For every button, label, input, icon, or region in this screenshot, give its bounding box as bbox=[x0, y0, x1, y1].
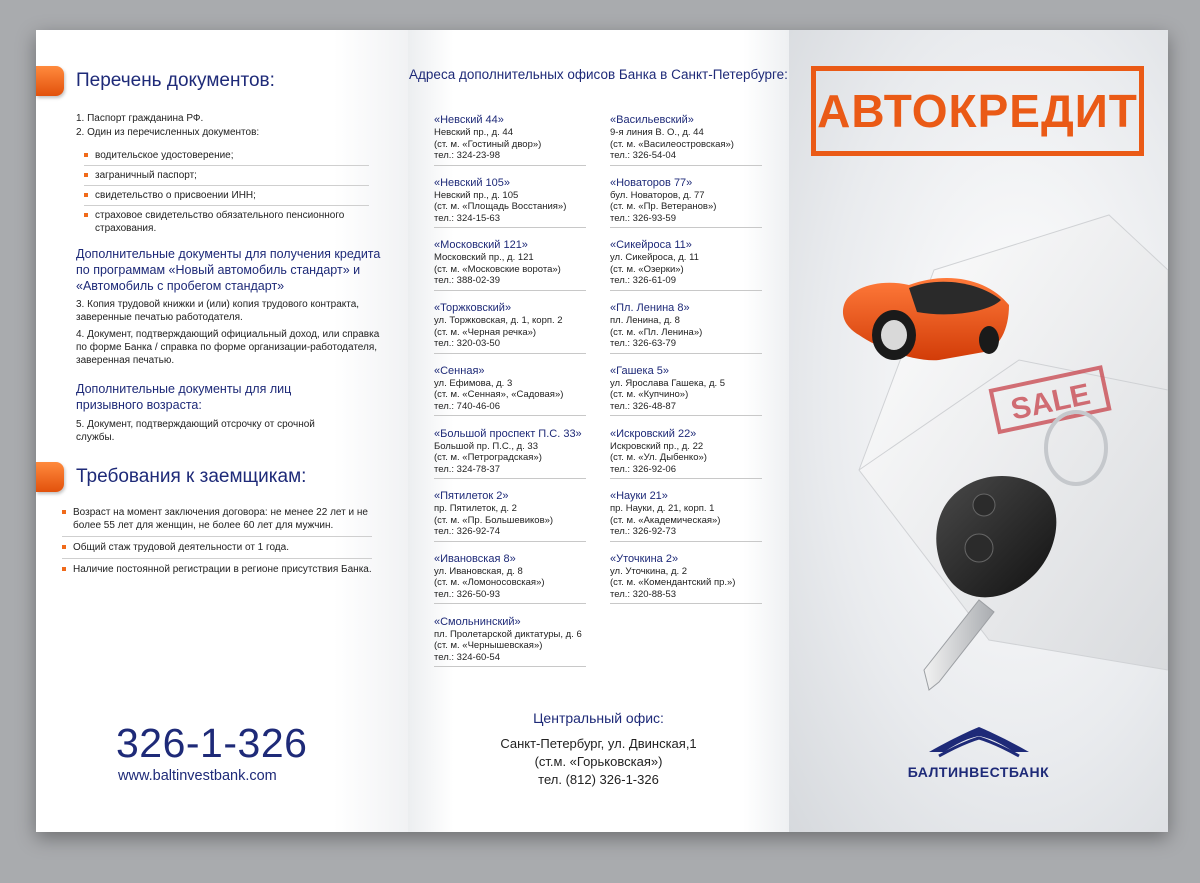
office-item bbox=[610, 553, 762, 605]
bullet-icon bbox=[62, 510, 66, 514]
office-tel: тел.: 320-88-53 bbox=[610, 588, 676, 600]
office-tel: тел.: 326-61-09 bbox=[610, 275, 676, 287]
doc-2: 2. Один из перечисленных документов: bbox=[76, 127, 260, 138]
office-metro: (ст. м. «Академическая») bbox=[610, 514, 721, 526]
office-metro: (ст. м. «Ул. Дыбенко») bbox=[610, 452, 707, 463]
office-item bbox=[434, 616, 586, 668]
office-item bbox=[434, 553, 586, 605]
office-item bbox=[434, 365, 586, 417]
car-icon bbox=[843, 278, 1009, 360]
office-metro: (ст. м. «Петроградская») bbox=[434, 452, 542, 463]
doc-5: 5. Документ, подтверждающий отсрочку от срочной службы. bbox=[76, 419, 315, 443]
office-name: «Московский 121» bbox=[434, 239, 528, 252]
office-metro: (ст. м. «Пл. Ленина») bbox=[610, 326, 703, 338]
office-item bbox=[434, 114, 586, 166]
office-addr: Искровский пр., д. 22 bbox=[610, 440, 704, 452]
office-name: «Торжковский» bbox=[434, 302, 512, 315]
office-name: «Невский 105» bbox=[434, 176, 511, 189]
headline: АВТОКРЕДИТ bbox=[817, 85, 1138, 137]
panel-documents bbox=[36, 30, 408, 832]
bullet-icon bbox=[62, 545, 66, 549]
office-tel: тел.: 324-78-37 bbox=[434, 463, 500, 475]
orange-tab-icon bbox=[36, 462, 64, 492]
office-metro: (ст. м. «Озерки») bbox=[610, 263, 684, 275]
panel-offices bbox=[408, 30, 789, 832]
office-addr: бул. Новаторов, д. 77 bbox=[610, 189, 705, 201]
office-name: «Науки 21» bbox=[610, 490, 668, 503]
docs-title: Перечень документов: bbox=[76, 70, 275, 91]
office-tel: тел.: 324-23-98 bbox=[434, 150, 500, 161]
office-item bbox=[434, 239, 586, 291]
extra-docs-title: Дополнительные документы для получения кредита по программам «Новый автомобиль стандарт» и «Автомобиль с пробегом стандарт» bbox=[76, 247, 381, 293]
office-name: «Искровский 22» bbox=[610, 427, 697, 440]
office-addr: ул. Ивановская, д. 8 bbox=[434, 565, 523, 577]
list-item: водительское удостоверение; bbox=[84, 146, 369, 165]
office-tel: тел.: 326-92-06 bbox=[610, 463, 676, 475]
office-addr: пр. Пятилеток, д. 2 bbox=[434, 503, 517, 515]
central-office-metro: (ст.м. «Горьковская») bbox=[534, 754, 663, 769]
office-name: «Гашека 5» bbox=[610, 364, 669, 377]
office-addr: пр. Науки, д. 21, корп. 1 bbox=[610, 503, 715, 515]
central-office-phone: тел. (812) 326-1-326 bbox=[538, 772, 659, 787]
office-item bbox=[610, 490, 762, 542]
list-item: Наличие постоянной регистрации в регионе присутствия Банка. bbox=[62, 558, 372, 580]
office-addr: ул. Торжковская, д. 1, корп. 2 bbox=[434, 315, 563, 327]
office-item bbox=[610, 428, 762, 480]
office-tel: тел.: 326-48-87 bbox=[610, 400, 676, 412]
office-tel: тел.: 320-03-50 bbox=[434, 338, 500, 350]
bullet-icon bbox=[84, 153, 88, 157]
office-name: «Смольнинский» bbox=[434, 615, 521, 628]
office-item bbox=[610, 177, 762, 229]
cover-illustration bbox=[789, 30, 1168, 832]
office-addr: ул. Ярослава Гашека, д. 5 bbox=[610, 377, 726, 389]
office-name: «Пятилеток 2» bbox=[434, 490, 509, 503]
bank-name: БАЛТИНВЕСТБАНК bbox=[907, 764, 1050, 780]
office-tel: тел.: 324-60-54 bbox=[434, 651, 500, 663]
docs-heading bbox=[36, 66, 275, 96]
office-name: «Пл. Ленина 8» bbox=[610, 302, 690, 315]
office-metro: (ст. м. «Пр. Ветеранов») bbox=[610, 201, 717, 213]
office-addr: Невский пр., д. 105 bbox=[434, 189, 519, 201]
req-title: Требования к заемщикам: bbox=[76, 466, 307, 487]
office-name: «Невский 44» bbox=[434, 114, 504, 126]
office-addr: ул. Уточкина, д. 2 bbox=[610, 565, 688, 577]
bullet-icon bbox=[62, 567, 66, 571]
office-metro: (ст. м. «Сенная», «Садовая») bbox=[434, 389, 564, 401]
office-metro: (ст. м. «Черная речка») bbox=[434, 326, 537, 338]
office-addr: Большой пр. П.С., д. 33 bbox=[434, 440, 538, 452]
office-name: «Уточкина 2» bbox=[610, 552, 679, 565]
office-tel: тел.: 326-92-73 bbox=[610, 526, 676, 538]
doc-bullets bbox=[84, 146, 369, 238]
brochure bbox=[36, 30, 1168, 832]
bank-logo-icon bbox=[929, 727, 1029, 756]
list-item: свидетельство о присвоении ИНН; bbox=[84, 185, 369, 205]
office-addr: ул. Сикейроса, д. 11 bbox=[610, 252, 699, 264]
office-name: «Новаторов 77» bbox=[610, 176, 693, 189]
list-item: страховое свидетельство обязательного пенсионного страхования. bbox=[84, 205, 369, 238]
office-tel: тел.: 326-92-74 bbox=[434, 526, 500, 538]
conscript-title: Дополнительные документы для лиц призывного возраста: bbox=[76, 382, 292, 412]
offices-title: Адреса дополнительных офисов Банка в Санкт-Петербурге: bbox=[409, 67, 788, 82]
office-metro: (ст. м. «Комендантский пр.») bbox=[610, 577, 736, 589]
office-item bbox=[434, 302, 586, 354]
bullet-icon bbox=[84, 213, 88, 217]
office-tel: тел.: 740-46-06 bbox=[434, 400, 500, 412]
office-item bbox=[610, 365, 762, 417]
office-item bbox=[610, 239, 762, 291]
req-heading bbox=[36, 462, 306, 492]
office-tel: тел.: 326-63-79 bbox=[610, 338, 676, 350]
office-tel: тел.: 388-02-39 bbox=[434, 275, 500, 287]
panel-cover bbox=[789, 30, 1168, 832]
list-item: Общий стаж трудовой деятельности от 1 года. bbox=[62, 536, 372, 558]
office-metro: (ст. м. «Ломоносовская») bbox=[434, 577, 545, 589]
office-tel: тел.: 326-93-59 bbox=[610, 212, 676, 224]
office-addr: Невский пр., д. 44 bbox=[434, 127, 513, 138]
office-name: «Сикейроса 11» bbox=[610, 239, 692, 252]
central-office-address: Санкт-Петербург, ул. Двинская,1 bbox=[500, 736, 697, 751]
office-addr: ул. Ефимова, д. 3 bbox=[434, 377, 513, 389]
office-item bbox=[610, 302, 762, 354]
office-tel: тел.: 326-54-04 bbox=[610, 150, 676, 161]
office-metro: (ст. м. «Пр. Большевиков») bbox=[434, 514, 554, 526]
office-metro: (ст. м. «Чернышевская») bbox=[434, 640, 543, 652]
office-addr: Московский пр., д. 121 bbox=[434, 252, 534, 264]
orange-tab-icon bbox=[36, 66, 64, 96]
doc-1: 1. Паспорт гражданина РФ. bbox=[76, 113, 204, 124]
office-addr: пл. Ленина, д. 8 bbox=[610, 315, 680, 327]
website-link[interactable]: www.baltinvestbank.com bbox=[118, 768, 277, 784]
list-item: Возраст на момент заключения договора: не менее 22 лет и не более 55 лет для женщин, не более 60 лет для мужчин. bbox=[62, 502, 372, 536]
office-metro: (ст. м. «Купчино») bbox=[610, 389, 689, 401]
office-item bbox=[610, 114, 762, 166]
office-tel: тел.: 324-15-63 bbox=[434, 212, 500, 224]
office-metro: (ст. м. «Гостиный двор») bbox=[434, 138, 542, 150]
bullet-icon bbox=[84, 193, 88, 197]
office-addr: пл. Пролетарской диктатуры, д. 6 bbox=[434, 628, 582, 640]
office-metro: (ст. м. «Московские ворота») bbox=[434, 263, 561, 275]
office-item bbox=[434, 490, 586, 542]
sale-stamp-text: SALE bbox=[1008, 377, 1094, 427]
doc-4: 4. Документ, подтверждающий официальный доход, или справка по форме Банка / справка по форме организации-работодателя, заверенная печатью. bbox=[76, 329, 380, 366]
office-name: «Васильевский» bbox=[610, 114, 694, 126]
doc-3: 3. Копия трудовой книжки и (или) копия трудового контракта, заверенные печатью работодателя. bbox=[76, 299, 360, 323]
phone-number: 326-1-326 bbox=[116, 720, 308, 766]
office-item bbox=[434, 177, 586, 229]
requirements-list bbox=[62, 502, 372, 580]
envelope-icon bbox=[859, 215, 1168, 670]
office-tel: тел.: 326-50-93 bbox=[434, 588, 500, 600]
office-name: «Сенная» bbox=[434, 364, 485, 377]
bullet-icon bbox=[84, 173, 88, 177]
office-metro: (ст. м. «Василеостровская») bbox=[610, 138, 734, 150]
office-item bbox=[434, 428, 586, 480]
list-item: заграничный паспорт; bbox=[84, 165, 369, 185]
office-addr: 9-я линия В. О., д. 44 bbox=[610, 127, 704, 138]
office-name: «Большой проспект П.С. 33» bbox=[434, 427, 582, 440]
office-name: «Ивановская 8» bbox=[434, 552, 516, 565]
office-metro: (ст. м. «Площадь Восстания») bbox=[434, 201, 567, 213]
central-office-title: Центральный офис: bbox=[533, 710, 664, 726]
